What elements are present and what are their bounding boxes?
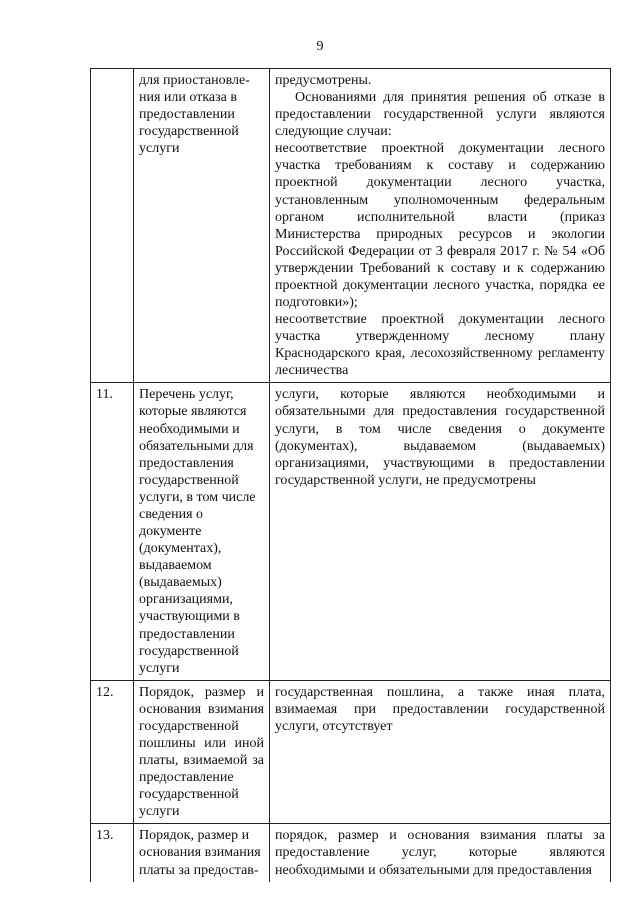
row-description	[270, 69, 611, 383]
description-paragraph: предусмотрены.	[275, 73, 372, 88]
table-row	[91, 824, 611, 882]
description-paragraph: услуги, которые являются необходимыми и обязательными для предоставления государственной услуги, в том числе сведения о документе (документах), выдаваемом (выдаваемых) организациями, участвующими в предоставлении государственной услуги, не предусмотрены	[275, 387, 605, 488]
table-row	[91, 680, 611, 824]
row-title: Перечень услуг, которые являются необходимыми и обязательными для предоставления государственной услуги, в том числе сведения о документе (документах), выдаваемом (выдаваемых) организациями, участвующими в предоставлении государственной услуги	[134, 383, 270, 680]
description-paragraph: Основаниями для принятия решения об отказе в предоставлении государственной услуги являются следующие случаи:	[275, 90, 605, 140]
description-paragraph: порядок, размер и основания взимания платы за предоставление услуг, которые являются необходимыми и обязательными для предоставления	[275, 828, 605, 878]
row-title: Порядок, размер и основания взимания платы за предостав-	[134, 824, 270, 882]
document-table	[90, 68, 611, 882]
row-title: для приостановле-ния или отказа в предоставлении государственной услуги	[134, 69, 270, 383]
table-row	[91, 383, 611, 680]
description-paragraph: государственная пошлина, а также иная плата, взимаемая при предоставлении государственной услуги, отсутствует	[275, 684, 605, 734]
row-number: 13.	[91, 824, 134, 882]
row-description	[270, 680, 611, 824]
row-title: Порядок, размер и основания взимания государственной пошлины или иной платы, взимаемой за предоставление государственной услуги	[134, 680, 270, 824]
description-paragraph: несоответствие проектной документации лесного участка требованиям к составу и содержанию проектной документации лесного участка, установленным уполномоченным федеральным органом исполнительной власти (приказ Министерства природных ресурсов и экологии Российской Федерации от 3 февраля 2017 г. № 54 «Об утверждении Требований к составу и к содержанию проектной документации лесного участка, порядка ее подготовки»);	[275, 141, 605, 311]
table-row	[91, 69, 611, 383]
row-description	[270, 383, 611, 680]
row-number: 12.	[91, 680, 134, 824]
row-number	[91, 69, 134, 383]
row-number: 11.	[91, 383, 134, 680]
description-paragraph: несоответствие проектной документации лесного участка утвержденному лесному плану Краснодарского края, лесохозяйственному регламенту лесничества	[275, 312, 605, 379]
page-number: 9	[316, 39, 324, 54]
row-description	[270, 824, 611, 882]
